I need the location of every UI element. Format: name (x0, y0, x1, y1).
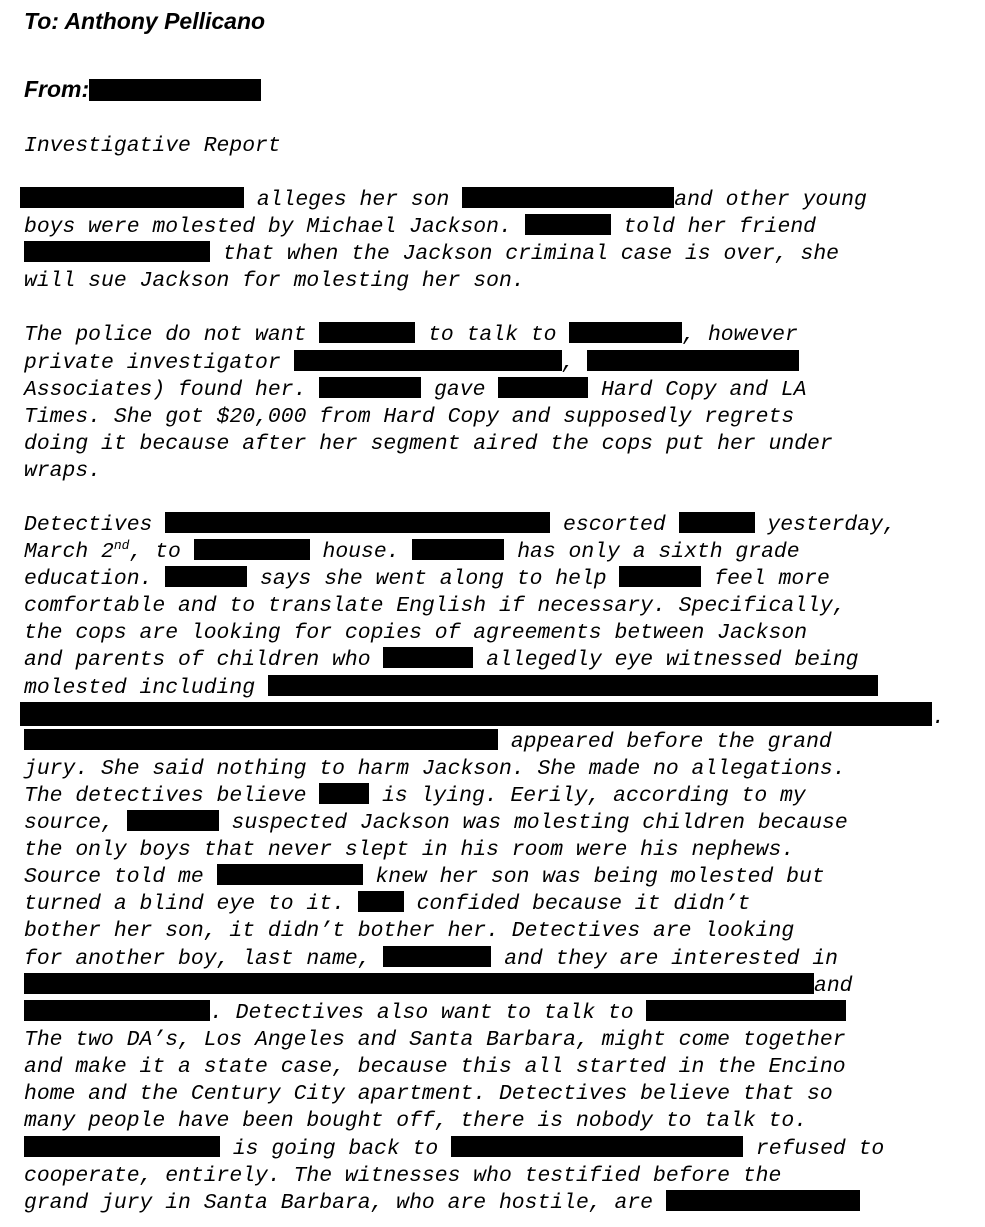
text-line: March 2nd, to house. has only a sixth grade (24, 537, 800, 564)
text-line: alleges her son and other young (20, 187, 867, 214)
redaction-bar (89, 79, 261, 101)
text-line: jury. She said nothing to harm Jackson. She made no allegations. (24, 757, 846, 781)
text-line: comfortable and to translate English if necessary. Specifically, (24, 594, 846, 618)
text-line: and make it a state case, because this all started in the Encino (24, 1055, 846, 1079)
redaction-bar (127, 810, 219, 831)
redaction-bar (165, 512, 550, 533)
redaction-bar (587, 350, 799, 371)
redaction-bar (679, 512, 755, 533)
text-line: private investigator , (24, 350, 799, 377)
redaction-bar (194, 539, 310, 560)
text-line: education. says she went along to help feel more (24, 567, 830, 591)
text-line: turned a blind eye to it. confided because it didn’t (24, 892, 751, 916)
redaction-bar (666, 1190, 860, 1211)
redaction-bar (569, 322, 682, 343)
text-line: source, suspected Jackson was molesting children because (24, 811, 848, 835)
text-line: The two DA’s, Los Angeles and Santa Barbara, might come together (24, 1028, 846, 1052)
redaction-bar (451, 1136, 743, 1157)
redaction-bar (24, 1000, 210, 1021)
redaction-bar (294, 350, 562, 371)
text-line: and (24, 973, 853, 1000)
redaction-bar (20, 187, 244, 208)
text-line: molested including (24, 675, 878, 702)
from-line (24, 76, 261, 103)
report-title: Investigative Report (24, 134, 281, 158)
text-line: appeared before the grand (24, 729, 832, 756)
text-line: grand jury in Santa Barbara, who are hostile, are (24, 1190, 860, 1217)
redaction-bar (462, 187, 674, 208)
text-line: the cops are looking for copies of agreements between Jackson (24, 621, 808, 645)
redaction-bar (20, 702, 932, 726)
redaction-bar (383, 946, 491, 967)
text-line: that when the Jackson criminal case is over, she (24, 241, 839, 268)
redaction-bar (165, 566, 247, 587)
text-line: Times. She got $20,000 from Hard Copy and supposedly regrets (24, 405, 795, 429)
text-line: for another boy, last name, and they are interested in (24, 947, 839, 971)
redaction-bar (24, 973, 814, 994)
redaction-bar (412, 539, 504, 560)
text-line: . (20, 702, 945, 729)
redaction-bar (498, 377, 588, 398)
redaction-bar (319, 322, 415, 343)
to-line: To: Anthony Pellicano (24, 8, 266, 34)
text-line: Source told me knew her son was being molested but (24, 865, 825, 889)
text-line: bother her son, it didn’t bother her. Detectives are looking (24, 919, 795, 943)
text-line: boys were molested by Michael Jackson. told her friend (24, 215, 817, 239)
text-line: many people have been bought off, there is nobody to talk to. (24, 1109, 808, 1133)
redaction-bar (24, 241, 210, 262)
text-line: Detectives escorted yesterday, (24, 513, 896, 537)
redaction-bar (24, 1136, 220, 1157)
text-line: the only boys that never slept in his room were his nephews. (24, 838, 795, 862)
from-label: From: (24, 76, 90, 102)
text-line: and parents of children who allegedly eye witnessed being (24, 648, 859, 672)
redaction-bar (525, 214, 611, 235)
redaction-bar (619, 566, 701, 587)
text-line: . Detectives also want to talk to (24, 1000, 846, 1027)
redaction-bar (217, 864, 363, 885)
text-line: doing it because after her segment aired the cops put her under (24, 432, 833, 456)
text-line: is going back to refused to (24, 1136, 884, 1163)
text-line: Associates) found her. gave Hard Copy and LA (24, 378, 807, 402)
redaction-bar (268, 675, 878, 696)
redaction-bar (319, 377, 421, 398)
redaction-bar (24, 729, 498, 750)
redaction-bar (646, 1000, 846, 1021)
text-line: cooperate, entirely. The witnesses who testified before the (24, 1164, 782, 1188)
text-line: home and the Century City apartment. Detectives believe that so (24, 1082, 833, 1106)
text-line: The police do not want to talk to , however (24, 323, 798, 347)
redaction-bar (383, 647, 473, 668)
redaction-bar (319, 783, 369, 804)
redaction-bar (358, 891, 404, 912)
text-line: will sue Jackson for molesting her son. (24, 269, 525, 293)
text-line: The detectives believe is lying. Eerily, according to my (24, 784, 806, 808)
text-line: wraps. (24, 459, 102, 483)
